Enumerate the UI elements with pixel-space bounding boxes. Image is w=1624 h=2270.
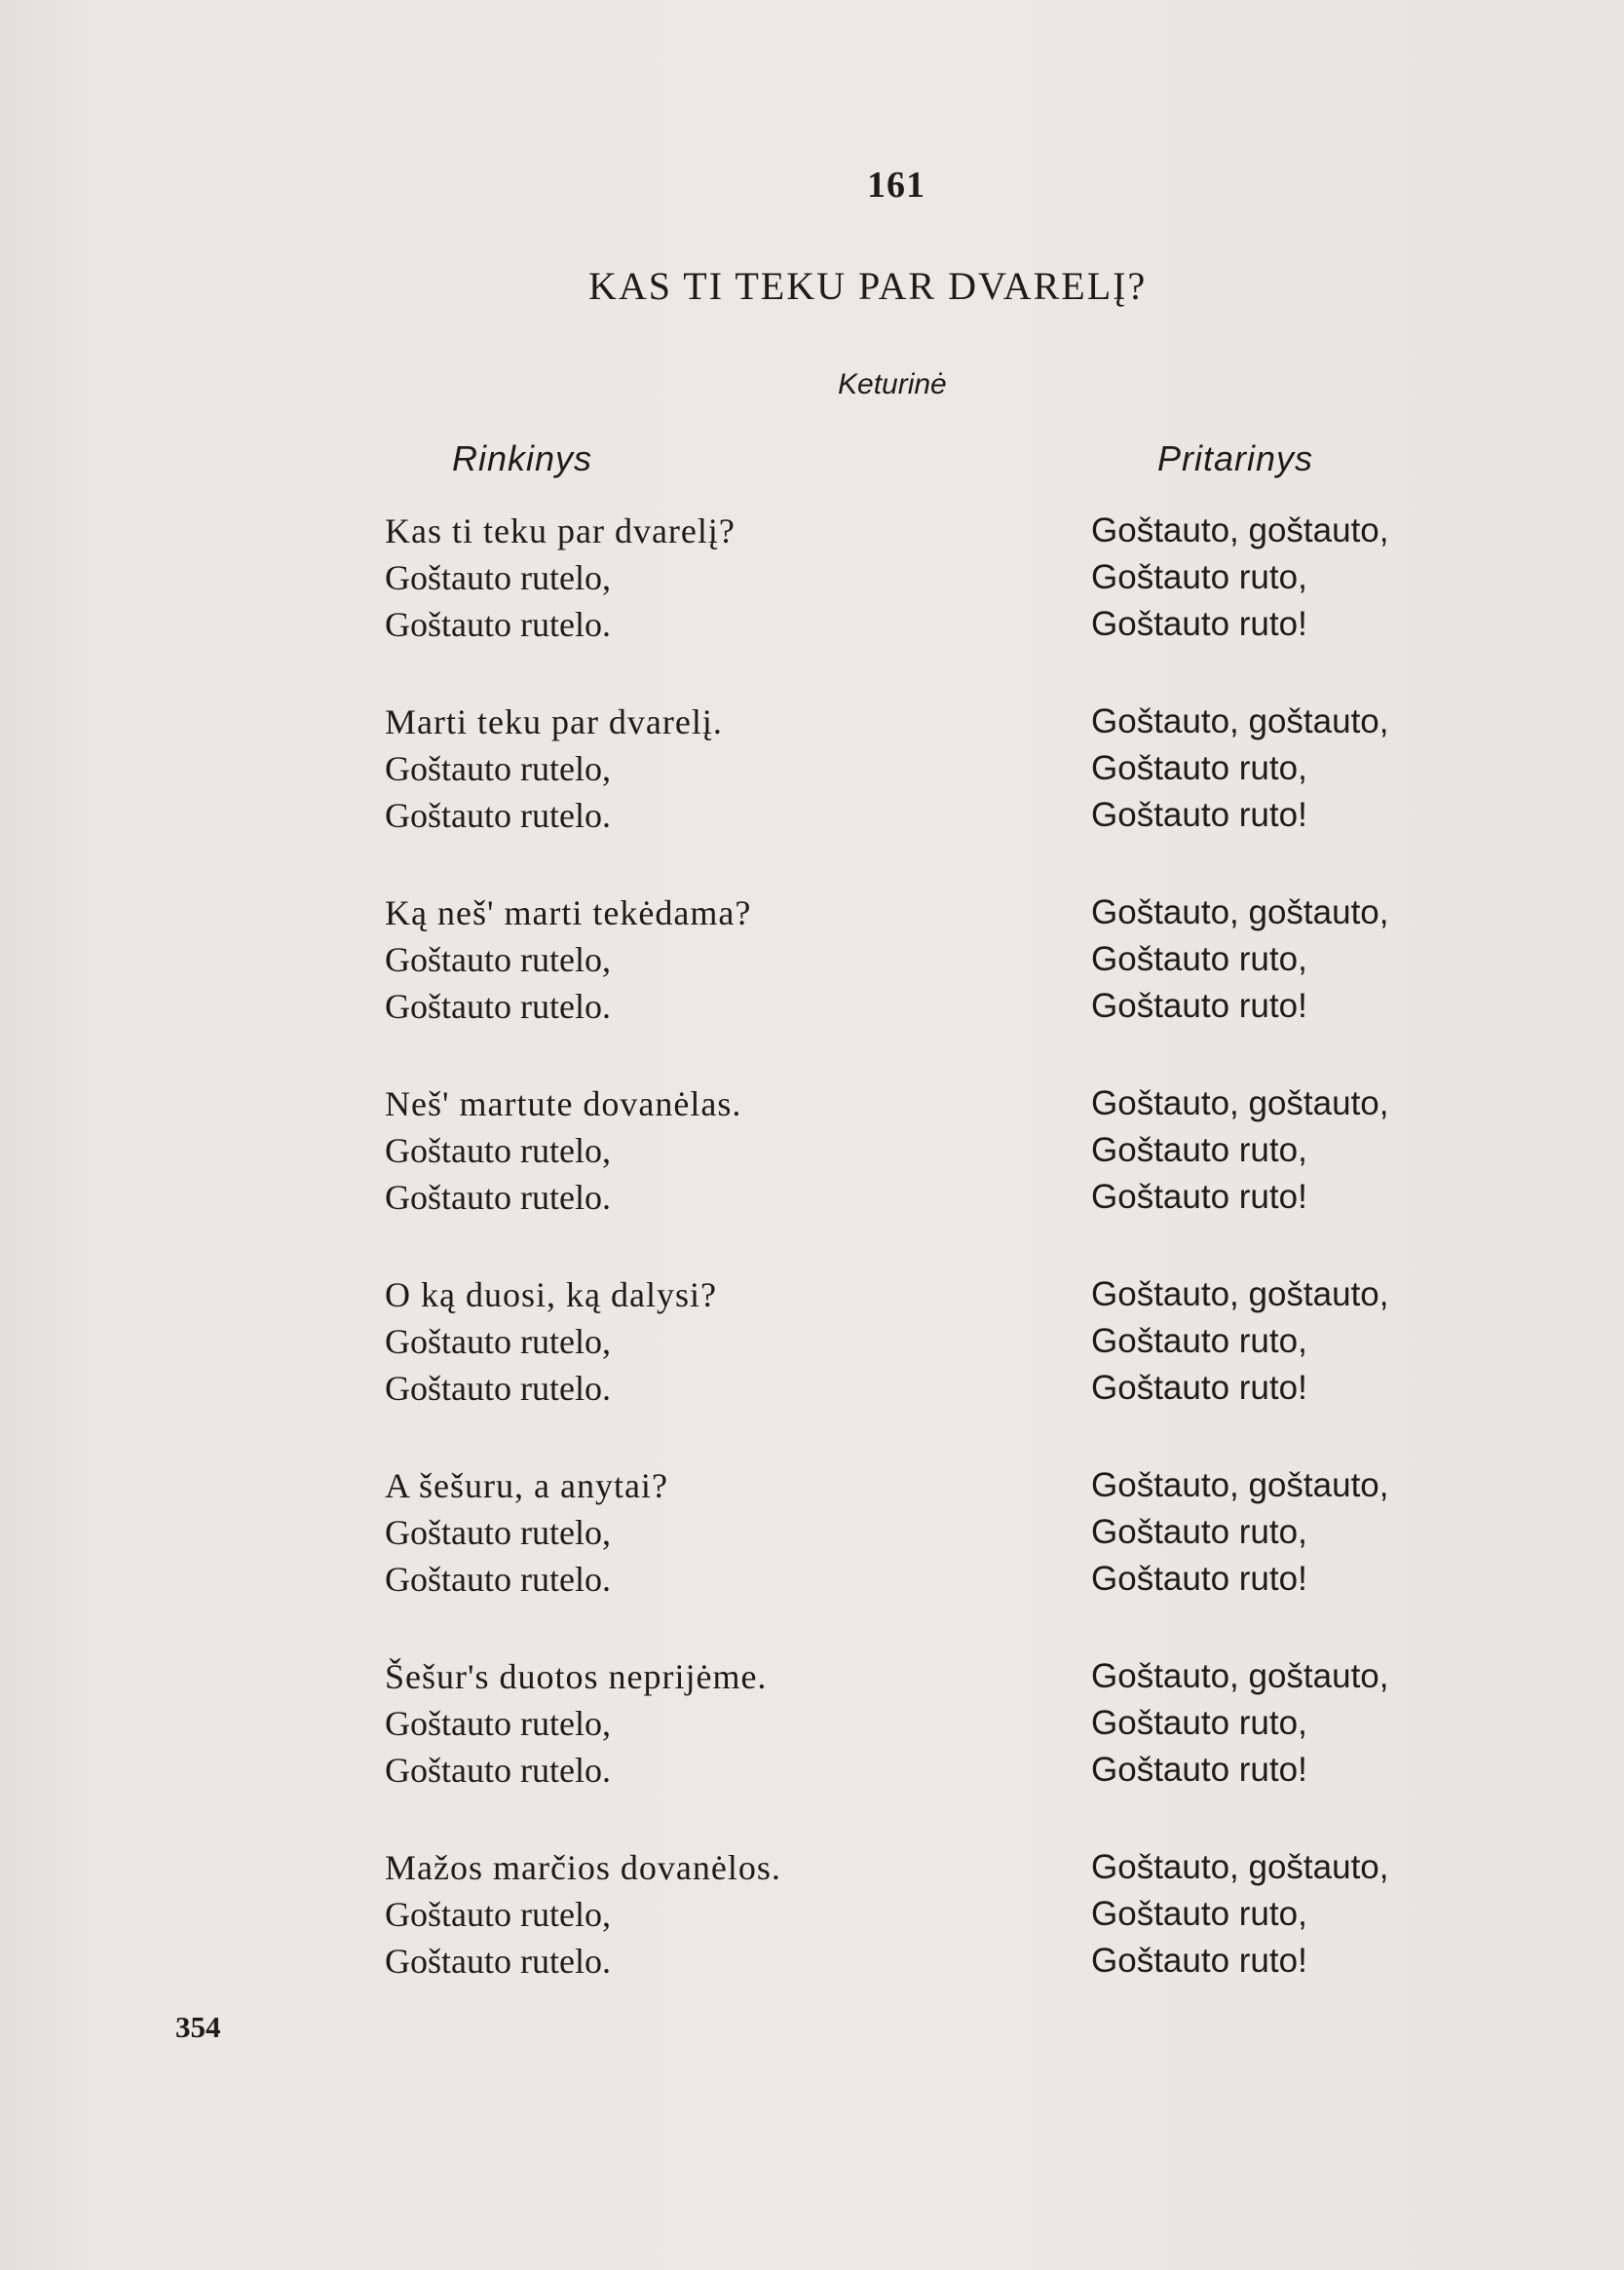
verse-line: Ką neš' marti tekėdama? (385, 893, 752, 932)
verse-line: Goštauto rutelo, (385, 940, 611, 979)
column-header-pritarinys: Pritarinys (1157, 438, 1314, 478)
song-number: 161 (867, 165, 925, 206)
stanza-1-left (385, 508, 781, 648)
verse-line: Goštauto rutelo, (385, 1322, 611, 1361)
verse-line: Goštauto rutelo. (385, 1942, 611, 1981)
verse-line: Goštauto rutelo. (385, 1178, 611, 1217)
refrain-line: Goštauto ruto! (1091, 1369, 1307, 1407)
verse-line: Šešur's duotos neprijėme. (385, 1657, 768, 1696)
stanza-7-right (1091, 1653, 1388, 1794)
stanza-3-right (1091, 889, 1388, 1030)
stanza-2-right (1091, 699, 1388, 839)
verse-line: Goštauto rutelo, (385, 1895, 611, 1934)
refrain-line: Goštauto ruto, (1091, 1131, 1307, 1169)
verse-line: Goštauto rutelo. (385, 796, 611, 835)
verse-line: Mažos marčios dovanėlos. (385, 1848, 781, 1887)
stanza-4-left (385, 1080, 781, 1221)
page-number: 354 (175, 2010, 221, 2044)
refrain-line: Goštauto ruto! (1091, 605, 1307, 643)
stanza-8-left (385, 1844, 781, 1985)
refrain-line: Goštauto ruto, (1091, 1513, 1307, 1551)
stanza-6-right (1091, 1462, 1388, 1603)
verse-line: Goštauto rutelo. (385, 1369, 611, 1408)
verse-line: Goštauto rutelo. (385, 987, 611, 1026)
verse-line: A šešuru, a anytai? (385, 1466, 668, 1505)
refrain-line: Goštauto ruto! (1091, 1178, 1307, 1216)
refrain-line: Goštauto, goštauto, (1091, 1466, 1389, 1504)
column-header-rinkinys: Rinkinys (452, 438, 593, 478)
verse-line: Goštauto rutelo, (385, 1131, 611, 1170)
stanza-1-right (1091, 508, 1388, 648)
song-title: KAS TI TEKU PAR DVARELĮ? (588, 264, 1148, 308)
stanza-6-left (385, 1462, 781, 1603)
stanza-3-left (385, 889, 781, 1030)
refrain-line: Goštauto ruto! (1091, 1560, 1307, 1598)
refrain-line: Goštauto, goštauto, (1091, 1275, 1389, 1313)
verse-column-left (385, 508, 781, 2035)
refrain-line: Goštauto ruto! (1091, 1751, 1307, 1789)
verse-line: Goštauto rutelo, (385, 1704, 611, 1743)
verse-line: Marti teku par dvarelį. (385, 702, 723, 741)
stanza-4-right (1091, 1080, 1388, 1221)
verse-line: Neš' martute dovanėlas. (385, 1084, 742, 1123)
refrain-line: Goštauto, goštauto, (1091, 511, 1389, 549)
refrain-line: Goštauto ruto, (1091, 1322, 1307, 1360)
refrain-line: Goštauto, goštauto, (1091, 1657, 1389, 1695)
refrain-line: Goštauto, goštauto, (1091, 1084, 1389, 1122)
verse-line: Goštauto rutelo. (385, 605, 611, 644)
verse-line: Kas ti teku par dvarelį? (385, 511, 736, 550)
verse-column-right (1091, 508, 1388, 2035)
refrain-line: Goštauto ruto, (1091, 558, 1307, 596)
refrain-line: Goštauto, goštauto, (1091, 1848, 1389, 1886)
stanza-5-right (1091, 1271, 1388, 1412)
refrain-line: Goštauto ruto, (1091, 749, 1307, 787)
verse-line: Goštauto rutelo. (385, 1560, 611, 1599)
verse-line: Goštauto rutelo. (385, 1751, 611, 1790)
refrain-line: Goštauto ruto, (1091, 1895, 1307, 1933)
refrain-line: Goštauto, goštauto, (1091, 893, 1389, 931)
stanza-7-left (385, 1653, 781, 1794)
verse-line: Goštauto rutelo, (385, 749, 611, 788)
refrain-line: Goštauto ruto! (1091, 796, 1307, 834)
meter-label: Keturinė (838, 368, 947, 400)
verse-line: Goštauto rutelo, (385, 1513, 611, 1552)
refrain-line: Goštauto ruto! (1091, 1942, 1307, 1980)
stanza-2-left (385, 699, 781, 839)
verse-line: Goštauto rutelo, (385, 558, 611, 597)
stanza-5-left (385, 1271, 781, 1412)
verse-line: O ką duosi, ką dalysi? (385, 1275, 717, 1314)
refrain-line: Goštauto ruto! (1091, 987, 1307, 1025)
stanza-8-right (1091, 1844, 1388, 1985)
refrain-line: Goštauto ruto, (1091, 1704, 1307, 1742)
refrain-line: Goštauto, goštauto, (1091, 702, 1389, 740)
refrain-line: Goštauto ruto, (1091, 940, 1307, 978)
